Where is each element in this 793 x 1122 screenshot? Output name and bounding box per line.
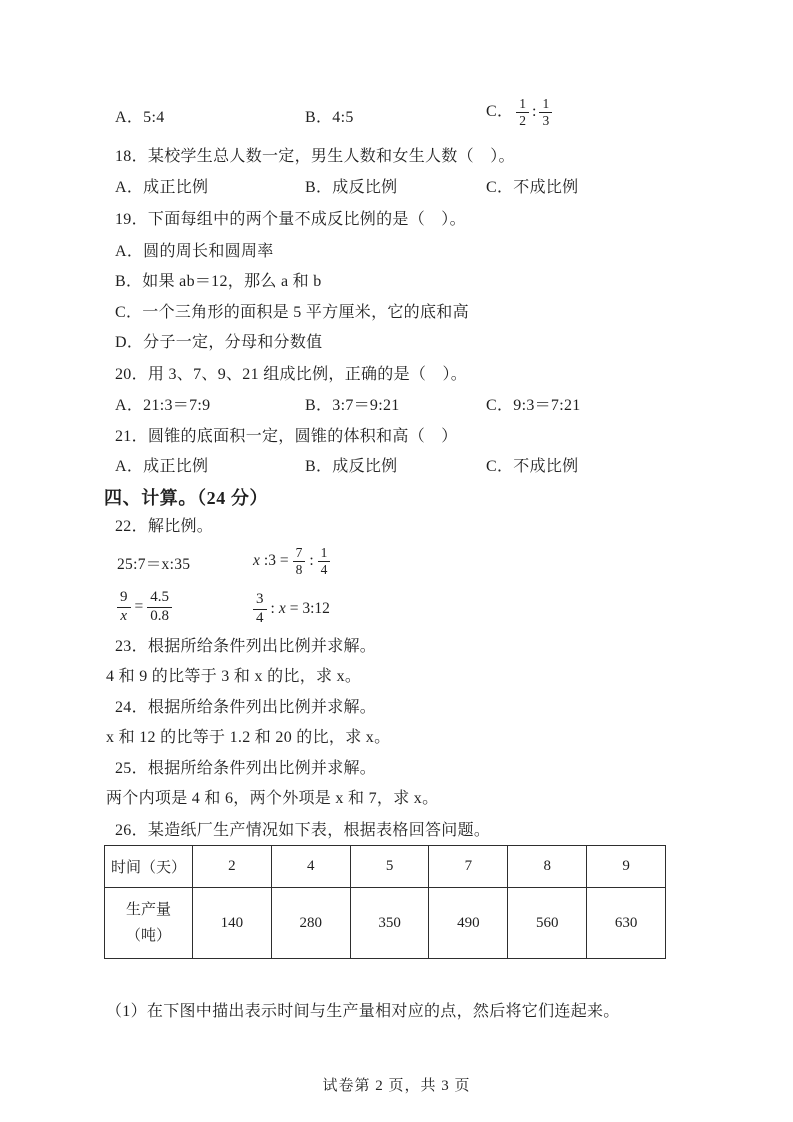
table-cell-time: 9: [587, 846, 666, 888]
fraction-nine-over-x: $\frac{9}{x}$: [117, 589, 131, 625]
q22-equation-1: 25:7＝x:35: [117, 556, 191, 573]
q18-option-a: A．成正比例: [115, 179, 209, 196]
equals-sign: =: [134, 598, 144, 616]
question-25: 25．根据所给条件列出比例并求解。: [115, 760, 377, 777]
q21-option-b: B．成反比例: [305, 458, 398, 475]
q24-body: x 和 12 的比等于 1.2 和 20 的比，求 x。: [106, 729, 391, 746]
table-row-output: [105, 888, 666, 959]
table-header-output: 生产量 （吨）: [105, 888, 193, 959]
fraction-three-quarters: $\frac{3}{4}$: [253, 591, 267, 627]
q17-option-b: B．4:5: [305, 109, 354, 126]
question-22: 22．解比例。: [115, 518, 214, 535]
q19-option-d: D．分子一定，分母和分数值: [115, 334, 323, 351]
ratio-colon: :: [309, 552, 314, 570]
page-footer: 试卷第 2 页，共 3 页: [322, 1078, 471, 1094]
question-26: 26．某造纸厂生产情况如下表，根据表格回答问题。: [115, 822, 491, 839]
q17-option-c: [486, 96, 552, 129]
fraction-one-third: $\frac{1}{3}$: [539, 96, 552, 129]
table-header-time: 时间（天）: [105, 846, 193, 888]
ratio-colon: :: [532, 103, 537, 121]
table-cell-time: 2: [193, 846, 272, 888]
table-cell-output: 560: [508, 888, 587, 959]
table-cell-output: 350: [350, 888, 429, 959]
question-21: 21．圆锥的底面积一定，圆锥的体积和高（ ）: [115, 428, 458, 445]
ratio-colon: :: [270, 600, 275, 618]
fraction-4point5-over-0point8: $\frac{4.5}{0.8}$: [147, 589, 172, 625]
q17-option-c-label: C．: [486, 103, 514, 121]
section-4-heading: 四、计算。（24 分）: [104, 488, 269, 508]
q26-sub-question-1: （1）在下图中描出表示时间与生产量相对应的点，然后将它们连起来。: [106, 1003, 620, 1020]
q21-option-a: A．成正比例: [115, 458, 209, 475]
fraction-seven-eighths: $\frac{7}{8}$: [293, 545, 306, 578]
q17-option-a: A．5:4: [115, 109, 165, 126]
q20-option-c: C．9:3＝7:21: [486, 397, 581, 414]
production-data-table: [104, 845, 666, 959]
q22-equation-4: [253, 591, 330, 627]
question-24: 24．根据所给条件列出比例并求解。: [115, 699, 377, 716]
q20-option-b: B．3:7＝9:21: [305, 397, 400, 414]
question-23: 23．根据所给条件列出比例并求解。: [115, 638, 377, 655]
q21-option-c: C．不成比例: [486, 458, 579, 475]
table-cell-output: 630: [587, 888, 666, 959]
question-20: 20．用 3、7、9、21 组成比例，正确的是（ ）。: [115, 366, 468, 383]
table-cell-output: 490: [429, 888, 508, 959]
fraction-one-half: $\frac{1}{2}$: [516, 96, 529, 129]
q19-option-a: A．圆的周长和圆周率: [115, 243, 274, 260]
q22-equation-2: x :3 = $\frac{7}{8}$ : $\frac{1}{4}$: [253, 545, 330, 578]
question-18: 18．某校学生总人数一定，男生人数和女生人数（ ）。: [115, 148, 515, 165]
table-cell-output: 280: [271, 888, 350, 959]
q18-option-b: B．成反比例: [305, 179, 398, 196]
variable-x: x: [278, 600, 286, 618]
table-cell-time: 7: [429, 846, 508, 888]
q18-option-c: C．不成比例: [486, 179, 579, 196]
table-cell-time: 8: [508, 846, 587, 888]
table-row-time: [105, 846, 666, 888]
q19-option-c: C．一个三角形的面积是 5 平方厘米，它的底和高: [115, 304, 469, 321]
fraction-one-quarter: $\frac{1}{4}$: [318, 545, 331, 578]
table-cell-output: 140: [193, 888, 272, 959]
table-cell-time: 5: [350, 846, 429, 888]
q25-body: 两个内项是 4 和 6，两个外项是 x 和 7，求 x。: [106, 790, 439, 807]
equation-rest: = 3:12: [289, 600, 330, 618]
question-19: 19．下面每组中的两个量不成反比例的是（ ）。: [115, 211, 466, 228]
q22-equation-3: [117, 589, 172, 625]
table-cell-time: 4: [271, 846, 350, 888]
q19-option-b: B．如果 ab＝12，那么 a 和 b: [115, 273, 322, 290]
q23-body: 4 和 9 的比等于 3 和 x 的比，求 x。: [106, 668, 362, 685]
variable-x: x: [253, 552, 260, 570]
q20-option-a: A．21:3＝7:9: [115, 397, 211, 414]
